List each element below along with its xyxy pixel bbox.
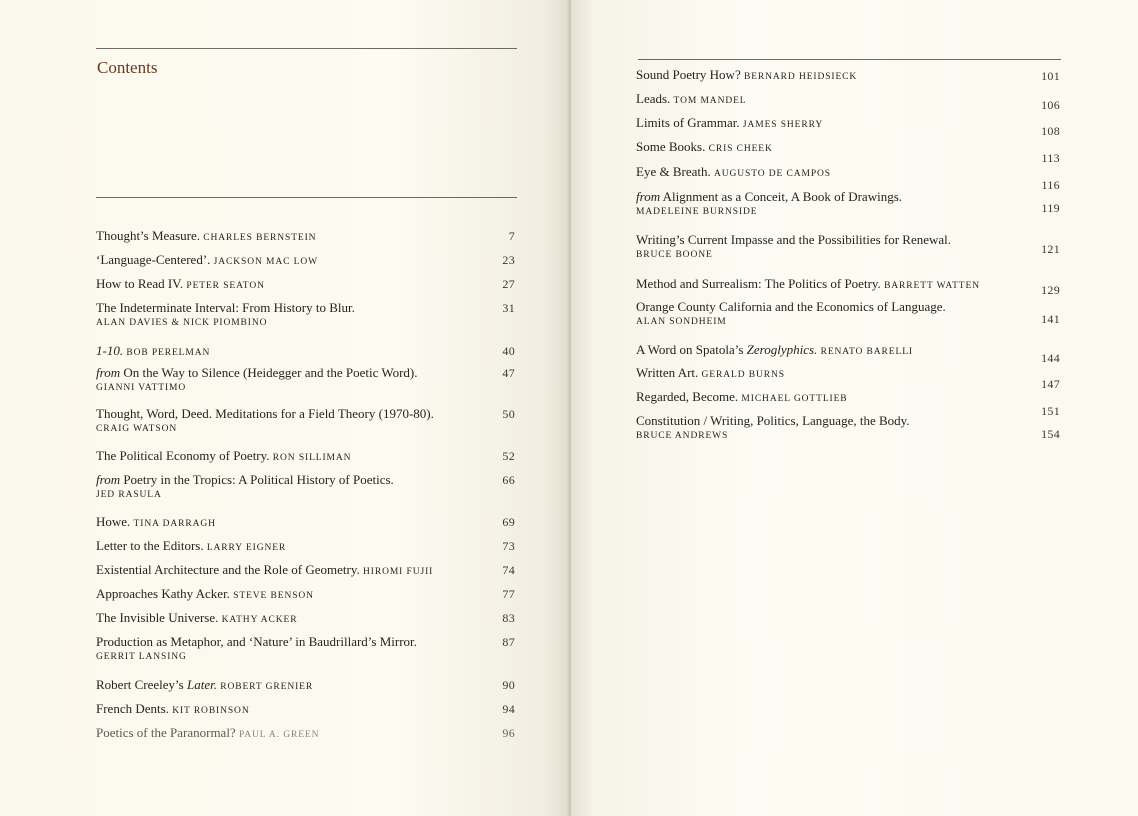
toc-entry [96, 228, 515, 246]
entry-author: TOM MANDEL [673, 96, 747, 106]
entry-page-number: 52 [502, 449, 515, 463]
entry-page-number: 31 [502, 301, 515, 315]
entry-title: Robert Creeley’s [96, 677, 184, 692]
entry-author: MICHAEL GOTTLIEB [741, 394, 848, 404]
entry-title-line [96, 276, 515, 294]
entry-author: PAUL A. GREEN [238, 730, 320, 740]
toc-entry [636, 365, 1060, 391]
entry-prefix: from [636, 189, 661, 204]
entry-page-number: 83 [502, 611, 515, 625]
toc-entry [636, 232, 1060, 262]
entry-page-number: 119 [1041, 201, 1060, 215]
entry-title-line [636, 413, 1060, 429]
entry-page-number: 66 [502, 473, 515, 487]
entry-title-line [636, 365, 1060, 383]
entry-title: Some Books. [636, 139, 706, 154]
entry-page-number: 129 [1041, 283, 1060, 297]
toc-entry [96, 701, 515, 719]
entry-author: ROBERT GRENIER [220, 682, 314, 692]
toc-entry [636, 413, 1060, 443]
entry-title-line [96, 610, 515, 628]
entry-title-line [96, 365, 515, 381]
entry-page-number: 40 [502, 344, 515, 358]
entry-author: BRUCE BOONE [636, 250, 713, 260]
entry-page-number: 116 [1041, 178, 1060, 192]
toc-entry [96, 586, 515, 604]
entry-page-number: 147 [1041, 377, 1060, 391]
entry-title: French Dents. [96, 701, 169, 716]
entry-author: CRIS CHEEK [708, 144, 773, 154]
entry-page-number: 94 [502, 702, 515, 716]
entry-title-line [636, 276, 1060, 294]
entry-author: BRUCE ANDREWS [636, 431, 729, 441]
entry-title-line [636, 115, 1060, 133]
entry-page-number: 69 [502, 515, 515, 529]
entry-title: How to Read IV. [96, 276, 184, 291]
entry-author: STEVE BENSON [233, 591, 314, 601]
entry-title-italic: Later. [186, 677, 217, 692]
entry-title: Poetry in the Tropics: A Political History of Poetics. [123, 472, 394, 487]
entry-author: PETER SEATON [186, 281, 265, 291]
entry-page-number: 23 [502, 253, 515, 267]
entry-author: JACKSON MAC LOW [213, 257, 318, 267]
entry-author: JED RASULA [96, 490, 162, 500]
toc-entry [96, 276, 515, 294]
entry-author: HIROMI FUJII [363, 567, 434, 577]
entry-title: ‘Language-Centered’. [96, 252, 211, 267]
entry-page-number: 101 [1041, 69, 1060, 83]
page-title: Contents [97, 58, 158, 77]
toc-entry [636, 299, 1060, 329]
entry-author: JAMES SHERRY [742, 120, 824, 130]
entry-author: CHARLES BERNSTEIN [203, 233, 317, 243]
entry-title: A Word on Spatola’s [636, 342, 744, 357]
toc-entry [636, 67, 1060, 85]
entry-title-line [96, 343, 515, 361]
toc-entry [96, 725, 515, 743]
entry-author: LARRY EIGNER [206, 543, 287, 553]
entry-title-line [636, 232, 1060, 248]
toc-entry [636, 164, 1060, 192]
entry-title: Existential Architecture and the Role of Geometry. [96, 562, 360, 577]
entry-page-number: 113 [1041, 151, 1060, 165]
entry-title: Approaches Kathy Acker. [96, 586, 230, 601]
entry-title: Poetics of the Paranormal? [96, 725, 236, 740]
entry-author: RON SILLIMAN [272, 453, 352, 463]
entry-author: KATHY ACKER [221, 615, 298, 625]
entry-author: ALAN SONDHEIM [636, 317, 727, 327]
entry-title-line [96, 448, 515, 466]
entry-title-line [636, 91, 1060, 109]
left-page [0, 0, 568, 816]
toc-entry [636, 139, 1060, 165]
entry-page-number: 96 [502, 726, 515, 740]
entry-title-line [96, 701, 515, 719]
entry-title: Method and Surrealism: The Politics of Poetry. [636, 276, 881, 291]
entry-page-number: 74 [502, 563, 515, 577]
toc-entry [96, 448, 515, 466]
entry-title-line [96, 514, 515, 532]
entry-title-line [96, 725, 515, 743]
entry-prefix: from [96, 365, 121, 380]
toc-entry [96, 677, 515, 695]
toc-entry [96, 562, 515, 580]
entry-page-number: 151 [1041, 404, 1060, 418]
entry-author: GERRIT LANSING [96, 652, 187, 662]
toc-entry [96, 610, 515, 628]
top-rule [96, 48, 517, 49]
toc-entry [96, 472, 515, 502]
entry-title-line [96, 634, 515, 650]
entry-author: GERALD BURNS [701, 370, 785, 380]
toc-entry [96, 252, 515, 270]
entry-page-number: 90 [502, 678, 515, 692]
entry-page-number: 144 [1041, 351, 1060, 365]
entry-author: ALAN DAVIES & NICK PIOMBINO [96, 318, 268, 328]
entry-page-number: 87 [502, 635, 515, 649]
entry-title-line [96, 252, 515, 270]
entry-author: CRAIG WATSON [96, 424, 178, 434]
entry-title: Written Art. [636, 365, 699, 380]
entry-title: On the Way to Silence (Heidegger and the Poetic Word). [123, 365, 418, 380]
entry-author: KIT ROBINSON [172, 706, 250, 716]
toc-entry [636, 342, 1060, 365]
toc-entry [636, 115, 1060, 138]
entry-title: Alignment as a Conceit, A Book of Drawings. [662, 189, 903, 204]
toc-entry [636, 189, 1060, 219]
entry-author: BARRETT WATTEN [884, 281, 980, 291]
entry-author: GIANNI VATTIMO [96, 383, 187, 393]
entry-title: Limits of Grammar. [636, 115, 740, 130]
entry-title-line [636, 389, 1060, 407]
entry-title: Leads. [636, 91, 671, 106]
entry-page-number: 121 [1041, 242, 1060, 256]
entry-prefix: from [96, 472, 121, 487]
entry-prefix: 1-10. [96, 343, 124, 358]
entry-title: Orange County California and the Economics of Language. [636, 299, 946, 314]
entry-page-number: 73 [502, 539, 515, 553]
entry-title: Constitution / Writing, Politics, Language, the Body. [636, 413, 910, 428]
entry-title: Writing’s Current Impasse and the Possibilities for Renewal. [636, 232, 952, 247]
entry-author: MADELEINE BURNSIDE [636, 207, 758, 217]
entry-title-line [636, 164, 1060, 182]
entry-page-number: 47 [502, 366, 515, 380]
entry-title: The Political Economy of Poetry. [96, 448, 270, 463]
entry-title-line [96, 586, 515, 604]
entry-title-line [96, 472, 515, 488]
entry-author: BOB PERELMAN [126, 348, 211, 358]
entry-title-line [96, 562, 515, 580]
toc-entry [96, 343, 515, 361]
toc-entry [96, 514, 515, 532]
entry-title-line [96, 406, 515, 422]
entry-page-number: 77 [502, 587, 515, 601]
entry-title: Sound Poetry How? [636, 67, 741, 82]
entry-author: RENATO BARELLI [820, 347, 913, 357]
entry-title-italic: Zeroglyphics. [746, 342, 818, 357]
entry-page-number: 7 [508, 229, 515, 243]
entry-page-number: 106 [1041, 98, 1060, 112]
entry-title: Regarded, Become. [636, 389, 739, 404]
toc-entry [96, 300, 515, 330]
entry-title-line [636, 342, 1060, 360]
entry-title-line [96, 538, 515, 556]
top-rule [638, 59, 1061, 60]
entry-title: Letter to the Editors. [96, 538, 204, 553]
entry-title: Eye & Breath. [636, 164, 711, 179]
entry-title: Thought, Word, Deed. Meditations for a Field Theory (1970-80). [96, 406, 434, 421]
toc-entry [636, 91, 1060, 112]
section-rule [96, 197, 517, 198]
entry-title: The Indeterminate Interval: From History to Blur. [96, 300, 355, 315]
entry-title-line [636, 189, 1060, 205]
entry-title-line [636, 67, 1060, 85]
entry-page-number: 27 [502, 277, 515, 291]
toc-entry [96, 538, 515, 556]
entry-title-line [636, 299, 1060, 315]
toc-entry [96, 406, 515, 436]
entry-title: Production as Metaphor, and ‘Nature’ in Baudrillard’s Mirror. [96, 634, 417, 649]
entry-page-number: 108 [1041, 124, 1060, 138]
toc-entry [96, 634, 515, 664]
toc-entry [636, 389, 1060, 418]
toc-entry [636, 276, 1060, 297]
entry-title: Howe. [96, 514, 131, 529]
entry-page-number: 50 [502, 407, 515, 421]
entry-title-line [96, 300, 515, 316]
entry-title: The Invisible Universe. [96, 610, 219, 625]
entry-page-number: 154 [1041, 427, 1060, 441]
entry-author: AUGUSTO DE CAMPOS [713, 169, 831, 179]
toc-entry [96, 365, 515, 395]
entry-title-line [96, 677, 515, 695]
entry-title-line [636, 139, 1060, 157]
entry-title: Thought’s Measure. [96, 228, 200, 243]
entry-author: TINA DARRAGH [133, 519, 216, 529]
entry-author: BERNARD HEIDSIECK [743, 72, 858, 82]
entry-title-line [96, 228, 515, 246]
entry-page-number: 141 [1041, 312, 1060, 326]
